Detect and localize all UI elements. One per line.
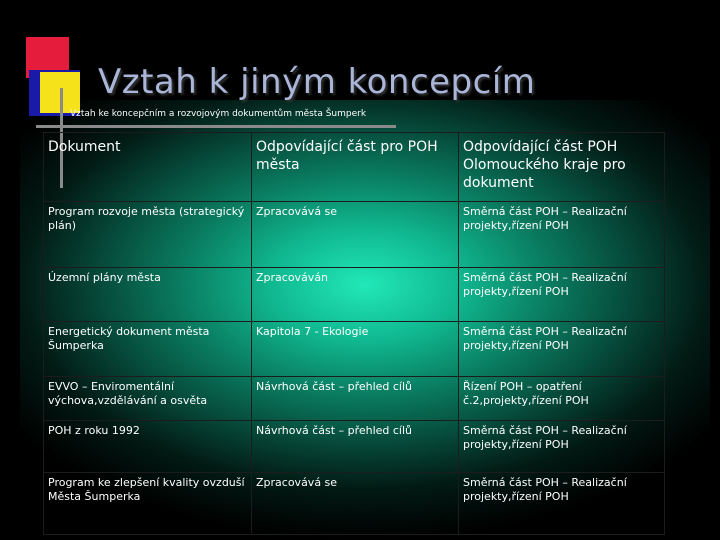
table-cell: Zpracovává se xyxy=(252,473,459,535)
slide-subtitle: Vztah ke koncepčním a rozvojovým dokumentům města Šumperk xyxy=(70,109,367,119)
table-cell: Návrhová část – přehled cílů xyxy=(252,377,459,421)
table-cell: Směrná část POH – Realizační projekty,řízení POH xyxy=(459,202,665,268)
table-row xyxy=(44,377,665,421)
table-cell: Zpracováván xyxy=(252,268,459,322)
table-row xyxy=(44,268,665,322)
table-cell: Směrná část POH – Realizační projekty,řízení POH xyxy=(459,421,665,473)
header-cell-region-part: Odpovídající část POH Olomouckého kraje pro dokument xyxy=(459,133,665,202)
table-cell: Směrná část POH – Realizační projekty,řízení POH xyxy=(459,268,665,322)
table-row xyxy=(44,322,665,377)
table-cell: POH z roku 1992 xyxy=(44,421,252,473)
header-cell-city-part: Odpovídající část pro POH města xyxy=(252,133,459,202)
table-cell: Územní plány města xyxy=(44,268,252,322)
table-cell: Návrhová část – přehled cílů xyxy=(252,421,459,473)
table-row xyxy=(44,421,665,473)
table-cell: Směrná část POH – Realizační projekty,řízení POH xyxy=(459,322,665,377)
table-row xyxy=(44,473,665,535)
documents-table xyxy=(43,132,665,535)
decor-horizontal-line xyxy=(36,125,396,128)
table-cell: Kapitola 7 - Ekologie xyxy=(252,322,459,377)
header-cell-document: Dokument xyxy=(44,133,252,202)
table-cell: Program ke zlepšení kvality ovzduší Města Šumperka xyxy=(44,473,252,535)
table-cell: EVVO – Enviromentální výchova,vzdělávání a osvěta xyxy=(44,377,252,421)
table-header-row xyxy=(44,133,665,202)
table-row xyxy=(44,202,665,268)
slide-title: Vztah k jiným koncepcím xyxy=(98,62,536,102)
table-cell: Zpracovává se xyxy=(252,202,459,268)
table-cell: Energetický dokument města Šumperka xyxy=(44,322,252,377)
table-cell: Směrná část POH – Realizační projekty,řízení POH xyxy=(459,473,665,535)
table-cell: Program rozvoje města (strategický plán) xyxy=(44,202,252,268)
table-cell: Řízení POH – opatření č.2,projekty,řízení POH xyxy=(459,377,665,421)
